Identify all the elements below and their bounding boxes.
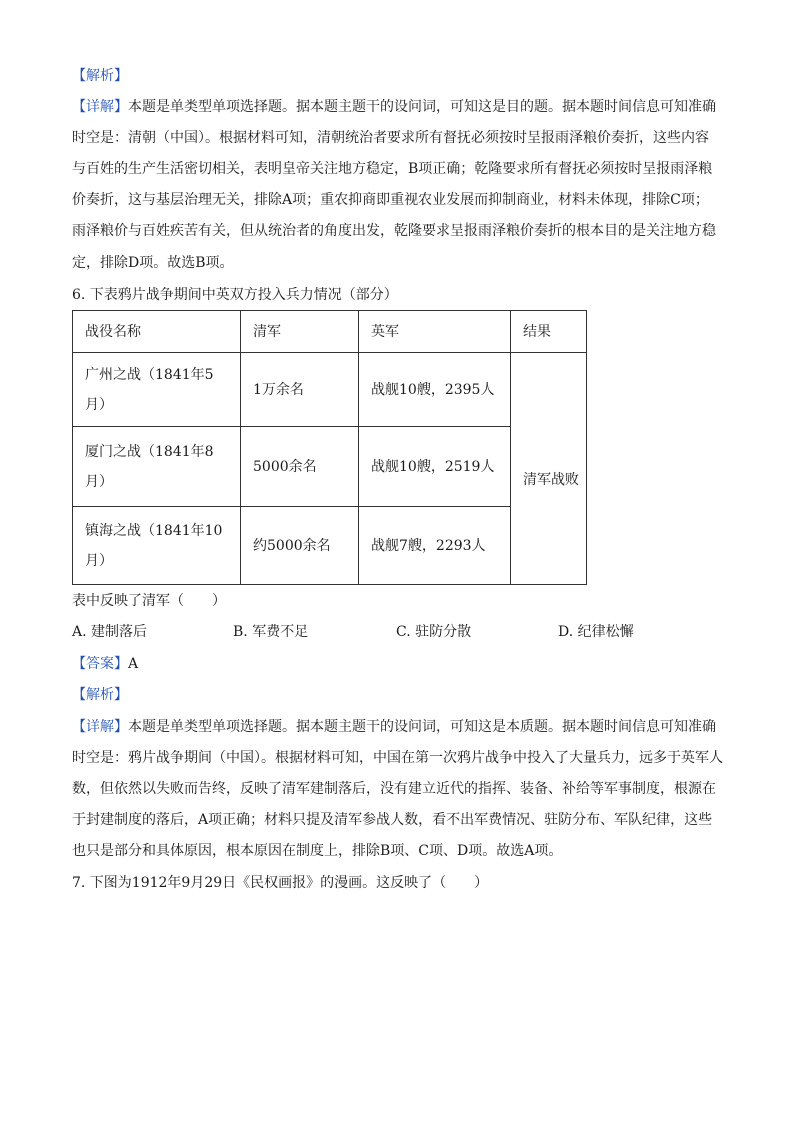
q5-analysis-tag: 【解析】 [72, 68, 128, 84]
option-c: C. 驻防分散 [396, 624, 472, 640]
q6-troop-table [72, 310, 587, 585]
header-british: 英军 [359, 311, 511, 353]
q5-detail-line-2: 时空是：清朝（中国）。根据材料可知，清朝统治者要求所有督抚必须按时呈报雨泽粮价奏折，这些内容 [72, 130, 709, 146]
header-battle: 战役名称 [73, 311, 241, 353]
battle-name-line2: 月） [85, 473, 113, 490]
battle-name-line1: 厦门之战（1841年8 [85, 443, 214, 460]
q6-detail-line-5: 也只是部分和具体原因，根本原因在制度上，排除B项、C项、D项。故选A项。 [72, 843, 563, 859]
header-result: 结果 [511, 311, 587, 353]
table-row [73, 507, 587, 585]
q5-detail-line-3: 与百姓的生产生活密切相关，表明皇帝关注地方稳定，B项正确；乾隆要求所有督抚必须按时呈报雨泽粮 [72, 161, 713, 177]
q6-answer-line [72, 654, 138, 674]
q6-answer-value: A [128, 656, 139, 672]
qing-cell: 约5000余名 [241, 507, 359, 585]
british-cell: 战舰10艘，2519人 [359, 427, 511, 507]
british-cell: 战舰7艘，2293人 [359, 507, 511, 585]
q6-answer-tag: 【答案】 [72, 656, 128, 672]
option-d: D. 纪律松懈 [558, 624, 634, 640]
battle-cell [73, 353, 241, 427]
q5-detail-line-1 [72, 97, 716, 117]
q6-detail-line-2: 时空是：鸦片战争期间（中国）。根据材料可知，中国在第一次鸦片战争中投入了大量兵力，远多于英军人 [72, 750, 723, 766]
option-b: B. 军费不足 [233, 624, 309, 640]
table-header-row [73, 311, 587, 353]
q6-question: 表中反映了清军（ ） [72, 593, 226, 609]
table-row [73, 427, 587, 507]
qing-cell: 5000余名 [241, 427, 359, 507]
q6-detail-line-1 [72, 717, 716, 737]
option-a: A. 建制落后 [72, 624, 148, 640]
q6-detail-tag: 【详解】 [72, 719, 128, 735]
q5-detail-text: 本题是单类型单项选择题。据本题主题干的设问词，可知这是目的题。据本题时间信息可知准确 [128, 99, 716, 115]
q5-detail-line-6: 定，排除D项。故选B项。 [72, 255, 234, 271]
q6-detail-line-3: 数，但依然以失败而告终，反映了清军建制落后，没有建立近代的指挥、装备、补给等军事制度，根源在 [72, 781, 716, 797]
battle-name-line1: 镇海之战（1841年10 [85, 522, 223, 539]
result-text: 清军战败 [523, 472, 579, 488]
q6-detail-line-4: 于封建制度的落后，A项正确；材料只提及清军参战人数，看不出军费情况、驻防分布、军队纪律，这些 [72, 812, 713, 828]
battle-cell [73, 427, 241, 507]
q7-stem: 7. 下图为1912年9月29日《民权画报》的漫画。这反映了（ ） [72, 875, 489, 891]
q6-analysis-tag: 【解析】 [72, 687, 128, 703]
q6-stem: 6. 下表鸦片战争期间中英双方投入兵力情况（部分） [72, 287, 398, 303]
qing-cell: 1万余名 [241, 353, 359, 427]
q5-detail-tag: 【详解】 [72, 99, 128, 115]
q5-detail-line-5: 雨泽粮价与百姓疾苦有关，但从统治者的角度出发，乾隆要求呈报雨泽粮价奏折的根本目的是关注地方稳 [72, 223, 716, 239]
battle-name-line2: 月） [85, 396, 113, 413]
battle-cell [73, 507, 241, 585]
header-qing: 清军 [241, 311, 359, 353]
q6-detail-text: 本题是单类型单项选择题。据本题主题干的设问词，可知这是本质题。据本题时间信息可知准确 [128, 719, 716, 735]
battle-name-line2: 月） [85, 552, 113, 569]
result-cell [511, 353, 587, 585]
q5-detail-line-4: 价奏折，这与基层治理无关，排除A项；重农抑商即重视农业发展而抑制商业，材料未体现，排除C项； [72, 192, 709, 208]
british-cell: 战舰10艘，2395人 [359, 353, 511, 427]
battle-name-line1: 广州之战（1841年5 [85, 366, 214, 383]
table-row [73, 353, 587, 427]
